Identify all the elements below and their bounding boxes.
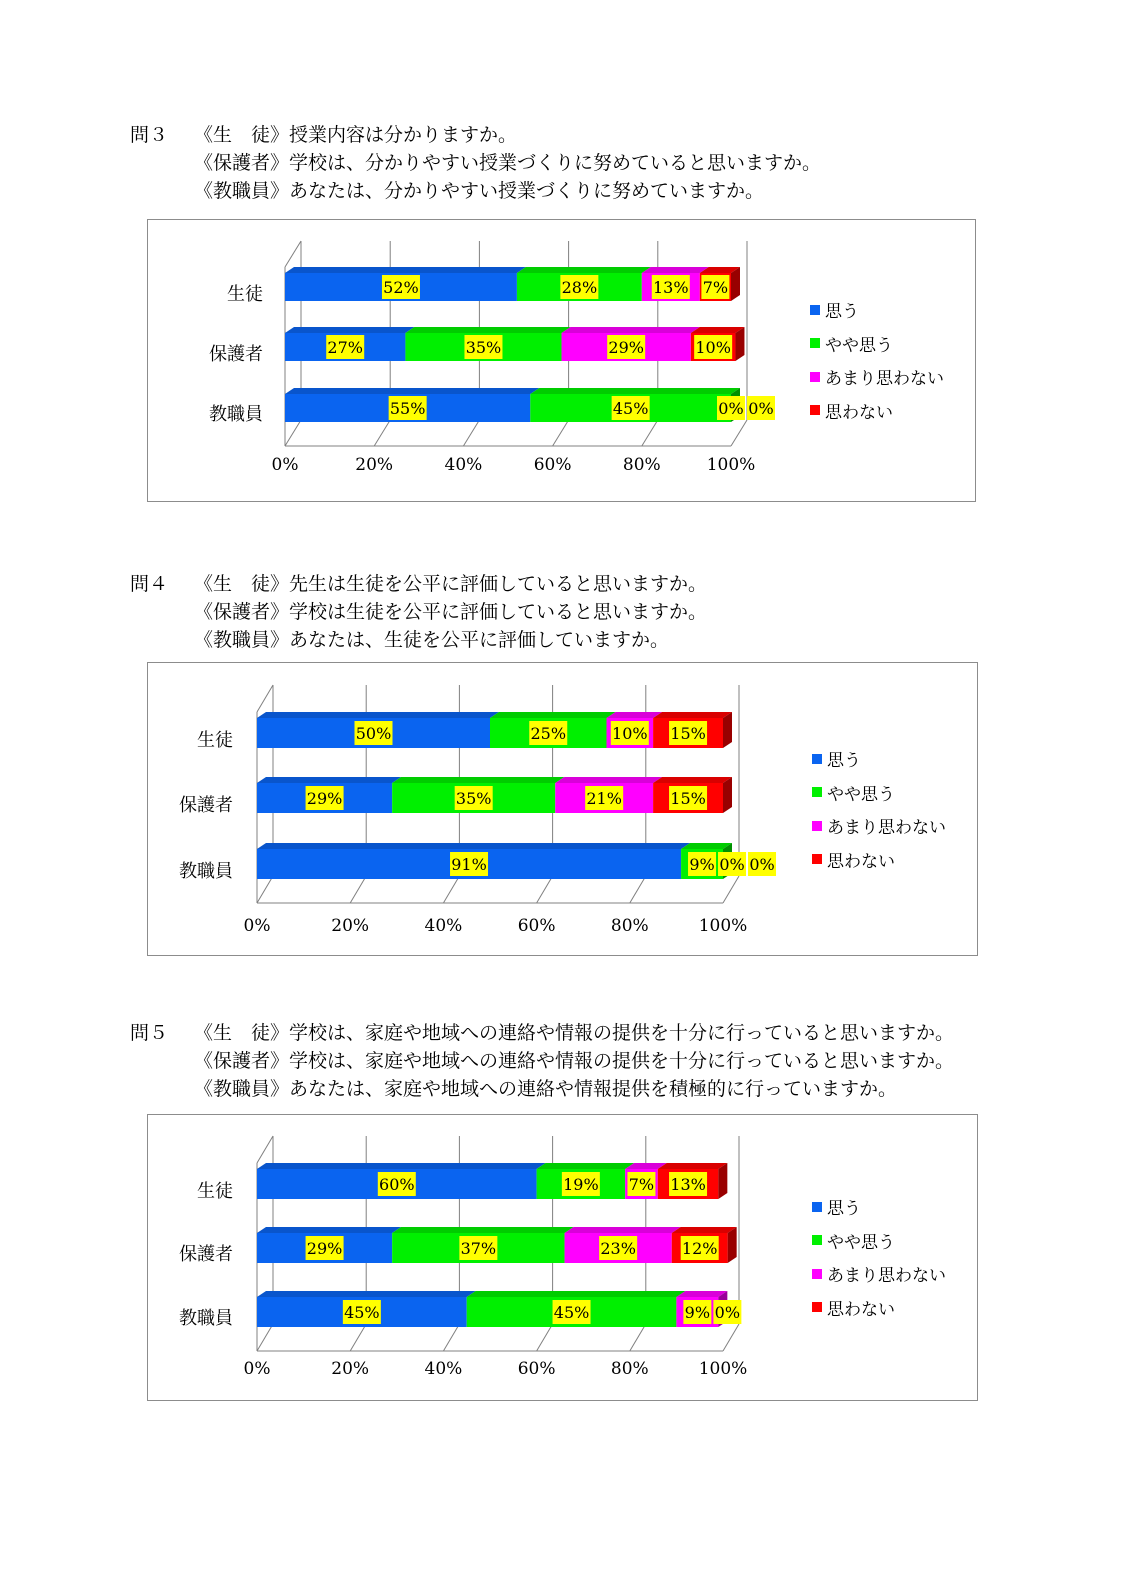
legend-swatch [812,821,822,831]
data-label-text: 13% [653,278,689,297]
data-label-text: 28% [561,278,598,297]
data-label-yaya-omou [562,1172,600,1196]
bar-top-omou [285,327,414,333]
legend-item-amari [812,809,946,843]
legend-item-yaya [812,1224,946,1258]
category-label: 生徒 [227,284,263,305]
legend-label: あまり思わない [827,818,946,839]
legend-item-omowanai [812,1291,946,1325]
legend-item-yaya [812,776,946,810]
bar-top-omou [257,1163,546,1169]
legend-swatch [812,1235,822,1245]
bar-top-omowanai [653,712,732,718]
data-label-text: 35% [455,789,492,808]
data-label-text: 45% [344,1303,380,1322]
data-label-text: 12% [681,1239,718,1258]
bar-top-yaya-omou [537,1163,635,1169]
legend-swatch [812,1269,822,1279]
data-label-yaya-omou [459,1236,497,1260]
data-label-text: 37% [460,1239,497,1258]
legend-label: 思わない [825,402,893,423]
x-tick-label: 60% [517,916,556,936]
bar-top-yaya-omou [405,327,570,333]
legend-swatch [812,787,822,797]
data-label-yaya-omou [455,786,493,810]
data-label-omou [382,275,420,299]
floor-gridline [731,420,747,446]
data-label-text: 15% [670,789,706,808]
bar-top-omou [257,1227,401,1233]
category-label: 保護者 [179,795,233,816]
legend-item-omowanai [810,394,944,428]
data-label-amari-omowanai [607,335,645,359]
data-label-text: 13% [670,1175,706,1194]
data-label-omowanai [694,335,732,359]
bar-top-amari-omowanai [565,1227,681,1233]
question-line-student: 《生 徒》先生は生徒を公平に評価していると思いますか。 [194,573,708,595]
floor-gridline [642,420,658,446]
data-label-text: 52% [383,278,419,297]
data-label-yaya-omou [688,852,716,876]
bar-top-amari-omowanai [555,777,662,783]
legend-item-omowanai [812,843,946,877]
data-label-text: 10% [695,338,731,357]
legend-item-amari [812,1257,946,1291]
bar-end-face [718,1163,727,1199]
floor-gridline [723,1324,739,1351]
bar-top-yaya-omou [467,1291,686,1297]
legend-label: やや思う [825,335,893,356]
data-label-text: 15% [670,724,706,743]
legend-item-amari [810,360,944,394]
bar-top-yaya-omou [490,712,616,718]
question-line-guardian: 《保護者》学校は生徒を公平に評価していると思いますか。 [194,601,708,623]
floor-gridline [463,420,479,446]
data-label-text: 29% [306,1239,343,1258]
data-label-amari-omowanai [652,275,690,299]
data-label-amari-omowanai [717,396,745,420]
chart-legend [812,1190,946,1324]
bar-top-amari-omowanai [642,267,709,273]
x-tick-label: 40% [424,916,463,936]
data-label-text: 9% [689,855,715,874]
chart-question-3 [147,219,976,502]
question-line-staff: 《教職員》あなたは、分かりやすい授業づくりに努めていますか。 [194,180,765,202]
legend-swatch [812,1202,822,1212]
legend-label: 思う [825,302,859,323]
legend-swatch [810,305,820,315]
data-label-yaya-omou [553,1300,591,1324]
bar-top-omou [285,388,539,394]
data-label-omowanai [747,396,775,420]
legend-label: 思う [827,1199,861,1220]
data-label-omou [389,396,427,420]
floor-gridline [630,1324,646,1351]
x-tick-label: 60% [533,455,572,475]
data-label-text: 50% [355,724,392,743]
chart-legend [810,293,944,427]
bar-top-yaya-omou [517,267,651,273]
bar-top-omou [257,777,401,783]
data-label-text: 27% [327,338,363,357]
floor-gridline [723,876,739,903]
floor-gridline [443,1324,459,1351]
floor-gridline [537,1324,553,1351]
category-label: 教職員 [179,1308,233,1329]
floor-gridline [350,876,366,903]
question-4 [130,570,707,654]
legend-swatch [810,338,820,348]
data-label-omou [378,1172,416,1196]
x-tick-label: 0% [243,1359,271,1379]
floor-gridline [350,1324,366,1351]
question-5 [130,1019,954,1103]
x-tick-label: 20% [355,455,394,475]
floor-gridline [553,420,569,446]
bar-top-yaya-omou [392,777,564,783]
data-label-omou [326,335,364,359]
data-label-omou [343,1300,381,1324]
question-line-staff: 《教職員》あなたは、家庭や地域への連絡や情報提供を積極的に行っていますか。 [194,1078,898,1100]
data-label-text: 45% [612,399,649,418]
question-line-staff: 《教職員》あなたは、生徒を公平に評価していますか。 [194,629,670,651]
x-tick-label: 60% [517,1359,556,1379]
data-label-text: 60% [379,1175,415,1194]
x-tick-label: 100% [706,455,756,475]
question-line-guardian: 《保護者》学校は、家庭や地域への連絡や情報の提供を十分に行っていると思いますか。 [194,1050,955,1072]
data-label-yaya-omou [612,396,650,420]
data-label-omowanai [669,721,707,745]
axis-left-top [257,1136,273,1163]
data-label-text: 45% [553,1303,590,1322]
data-label-amari-omowanai [611,721,649,745]
data-label-text: 29% [306,789,343,808]
legend-item-omou [812,742,946,776]
x-tick-label: 40% [424,1359,463,1379]
data-label-text: 23% [600,1239,636,1258]
data-label-text: 0% [748,399,774,418]
floor-gridline [285,420,301,446]
axis-left-top [257,685,273,712]
category-label: 保護者 [209,344,263,365]
question-number: 問４ [130,573,169,595]
bar-end-face [723,712,732,748]
x-tick-label: 0% [271,455,299,475]
category-label: 生徒 [197,1181,233,1202]
data-label-amari-omowanai [585,786,623,810]
legend-swatch [810,405,820,415]
legend-label: あまり思わない [825,369,944,390]
legend-item-yaya [810,327,944,361]
data-label-omowanai [713,1300,741,1324]
data-label-amari-omowanai [599,1236,637,1260]
bar-top-omowanai [658,1163,728,1169]
floor-gridline [630,876,646,903]
data-label-omowanai [748,852,776,876]
data-label-text: 10% [612,724,648,743]
legend-label: 思う [827,751,861,772]
category-label: 生徒 [197,730,233,751]
data-label-text: 29% [608,338,644,357]
bar-top-omou [285,267,526,273]
category-label: 保護者 [179,1244,233,1265]
bar-top-omowanai [691,327,745,333]
data-label-amari-omowanai [718,852,746,876]
bar-top-omou [257,843,690,849]
question-line-guardian: 《保護者》学校は、分かりやすい授業づくりに努めていると思いますか。 [194,152,822,174]
data-label-omowanai [669,1172,707,1196]
data-label-yaya-omou [529,721,567,745]
chart-legend [812,742,946,876]
x-tick-label: 40% [444,455,483,475]
bar-top-yaya-omou [392,1227,573,1233]
x-tick-label: 80% [610,916,649,936]
x-tick-label: 100% [698,1359,748,1379]
bar-top-omowanai [653,777,732,783]
x-tick-label: 0% [243,916,271,936]
chart-question-4 [147,662,978,956]
x-tick-label: 80% [610,1359,649,1379]
category-label: 教職員 [209,404,263,425]
legend-swatch [810,372,820,382]
legend-label: やや思う [827,1232,895,1253]
data-label-text: 0% [719,855,745,874]
data-label-omowanai [669,786,707,810]
x-tick-label: 20% [331,1359,370,1379]
question-number: 問３ [130,124,169,146]
legend-item-omou [810,293,944,327]
x-tick-label: 100% [698,916,748,936]
data-label-yaya-omou [560,275,598,299]
data-label-text: 7% [702,278,729,297]
data-label-amari-omowanai [683,1300,711,1324]
legend-label: 思わない [827,851,895,872]
data-label-text: 91% [451,855,487,874]
data-label-text: 55% [389,399,426,418]
bar-top-omowanai [672,1227,737,1233]
data-label-text: 25% [530,724,567,743]
data-label-omowanai [681,1236,719,1260]
data-label-yaya-omou [464,335,502,359]
bar-top-omou [257,712,499,718]
question-number: 問５ [130,1022,169,1044]
data-label-text: 35% [465,338,502,357]
chart-question-5 [147,1114,978,1401]
floor-gridline [537,876,553,903]
legend-swatch [812,1302,822,1312]
bar-top-omou [257,1291,476,1297]
data-label-omou [306,786,344,810]
x-tick-label: 80% [622,455,661,475]
category-label: 教職員 [179,861,233,882]
bar-top-amari-omowanai [607,712,663,718]
data-label-text: 0% [718,399,744,418]
data-label-text: 19% [563,1175,599,1194]
floor-gridline [443,876,459,903]
floor-gridline [374,420,390,446]
data-label-omou [450,852,488,876]
bar-end-face [723,777,732,813]
axis-left-top [285,241,301,267]
bar-top-amari-omowanai [562,327,700,333]
data-label-text: 0% [749,855,775,874]
data-label-text: 0% [714,1303,741,1322]
question-3 [130,121,821,205]
legend-label: やや思う [827,784,895,805]
data-label-text: 7% [628,1175,655,1194]
legend-item-omou [812,1190,946,1224]
legend-swatch [812,754,822,764]
legend-label: 思わない [827,1299,895,1320]
data-label-omou [355,721,393,745]
question-line-student: 《生 徒》授業内容は分かりますか。 [194,124,518,146]
data-label-omowanai [701,275,729,299]
legend-swatch [812,854,822,864]
bar-end-face [728,1227,737,1263]
x-tick-label: 20% [331,916,370,936]
question-line-student: 《生 徒》学校は、家庭や地域への連絡や情報の提供を十分に行っていると思いますか。 [194,1022,955,1044]
data-label-text: 21% [586,789,622,808]
legend-label: あまり思わない [827,1266,946,1287]
floor-gridline [257,1324,273,1351]
floor-gridline [257,876,273,903]
data-label-amari-omowanai [627,1172,655,1196]
data-label-omou [306,1236,344,1260]
bar-top-yaya-omou [530,388,740,394]
data-label-text: 9% [684,1303,711,1322]
